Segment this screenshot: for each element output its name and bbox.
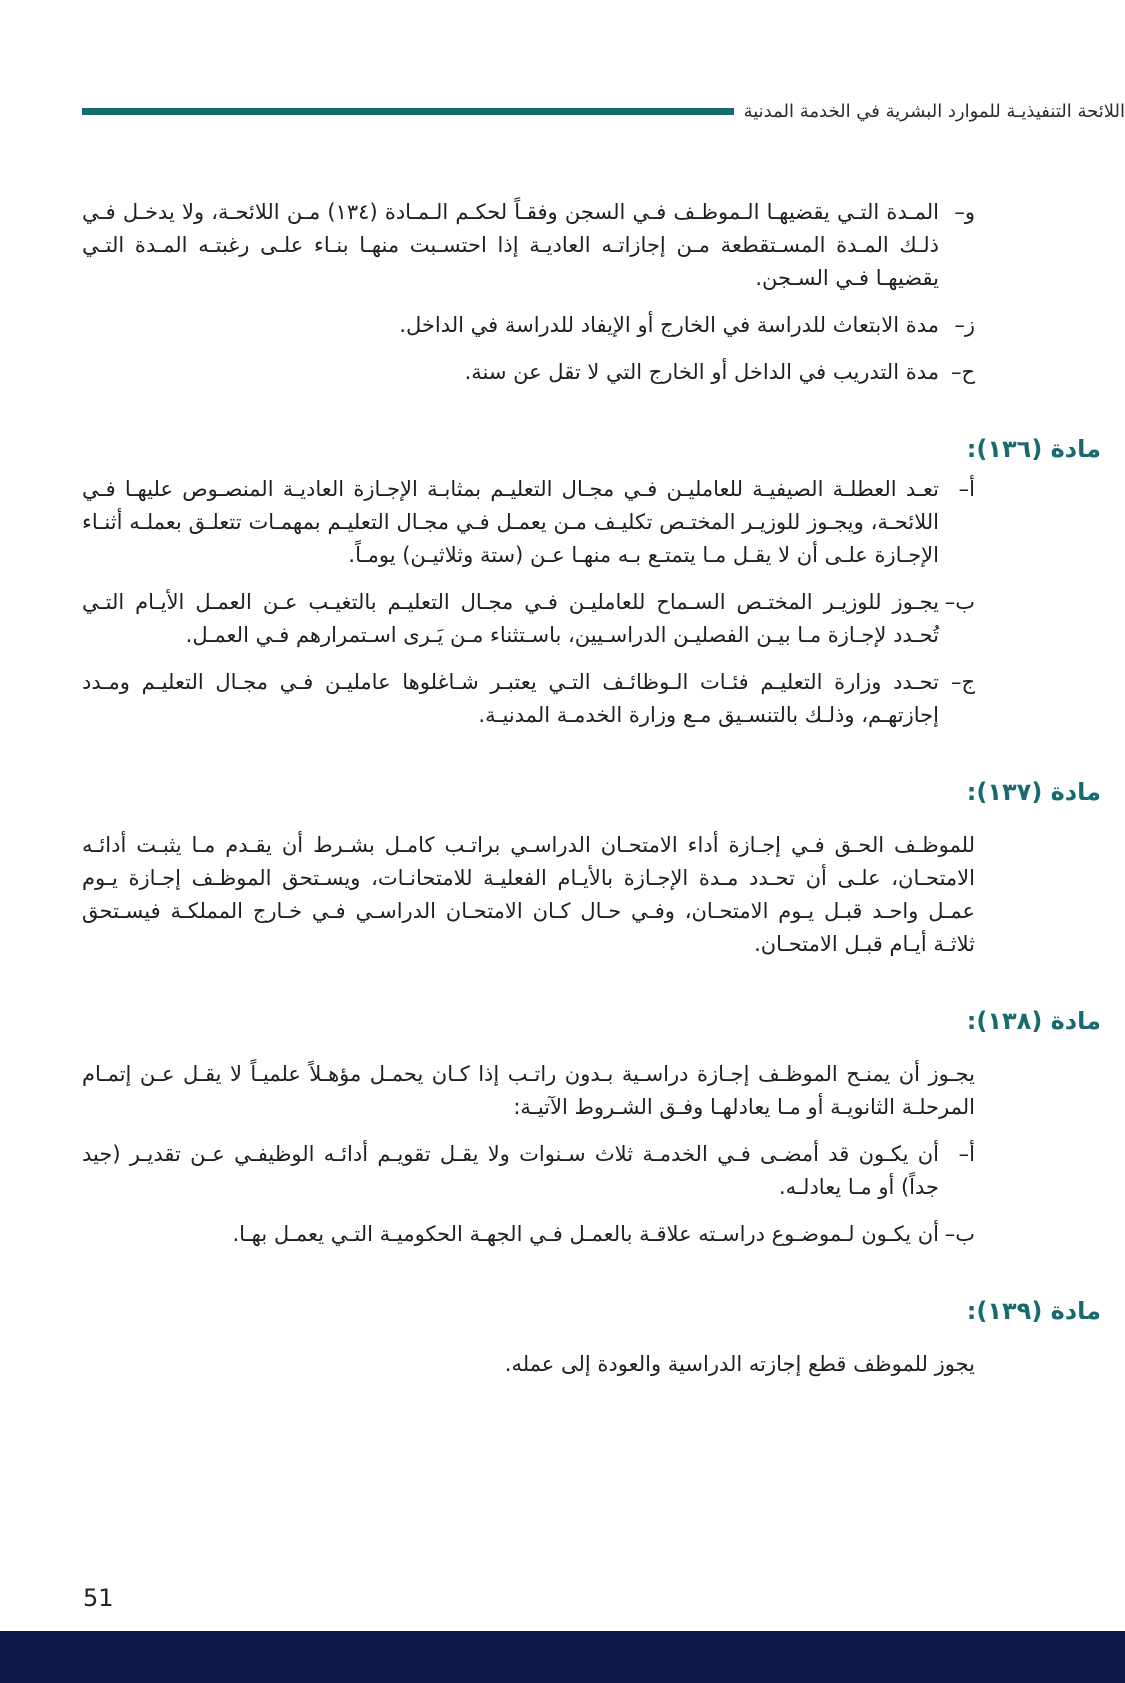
list-item-marker: ب– [944,1222,975,1246]
article-title: مادة (١٣٧): [966,778,1101,806]
article-paragraph: يجوز للموظف قطع إجازته الدراسية والعودة إلى عمله. [504,1352,975,1376]
article-137 [82,776,1101,961]
list-item [82,666,975,732]
article-paragraph: يجـوز أن يمنـح الموظـف إجـازة دراسـية بـدون راتـب إذا كـان يحمـل مؤهـلاً علميـاً لا يقـل عـن إتمـام المرحلـة الثانويـة أو مـا يعادلهـا وفـق الشـروط الآتيـة: [82,1062,975,1119]
list-item [82,356,975,389]
article-paragraph: للموظـف الحـق فـي إجـازة أداء الامتحـان الدراسـي براتـب كامـل بشـرط أن يقـدم مـا يثبـت أدائـه الامتحـان، علـى أن تحـدد مـدة الإجـازة بالأيـام الفعليـة للامتحانـات، ويسـتحق الموظـف إجـازة يـوم عمـل واحـد قبـل يـوم الامتحـان، وفـي حـال كـان الامتحـان الدراسـي فـي خـارج المملكـة فيسـتحق ثلاثـة أيـام قبـل الامتحـان. [82,833,975,956]
article-title: مادة (١٣٩): [966,1297,1101,1325]
list-item-text: مدة الابتعاث للدراسة في الخارج أو الإيفاد للدراسة في الداخل. [399,313,939,337]
article-title: مادة (١٣٦): [966,435,1101,463]
list-item-marker: ز– [954,313,975,337]
list-item-marker: و– [954,200,975,224]
list-item-text: أن يكـون قد أمضـى فـي الخدمـة ثلاث سـنوات ولا يقـل تقويـم أدائـه الوظيفـي عـن تقديـر (جيد جداً) أو مـا يعادلـه. [82,1142,939,1199]
list-item [82,586,975,652]
article-139 [82,1295,1101,1381]
header-rule [82,108,734,115]
list-item-text: تحـدد وزارة التعليـم فئـات الـوظائـف التـي يعتبـر شـاغلوها عامليـن فـي مجـال التعليـم ومـدد إجازتهـم، وذلـك بالتنسـيق مـع وزارة الخدمـة المدنيـة. [82,670,939,727]
list-item [82,309,975,342]
article-title: مادة (١٣٨): [966,1007,1101,1035]
list-item [82,473,975,572]
list-item-marker: أ– [958,1142,975,1166]
list-item-text: يجـوز للوزيـر المختـص السـماح للعامليـن فـي مجـال التعليـم بالتغيـب عـن العمـل الأيـام التـي تُحـدد لإجـازة مـا بيـن الفصليـن الدراسـيين، باسـتثناء مـن يَـرى اسـتمرارهم فـي العمـل. [82,590,939,647]
list-item-text: تعـد العطلـة الصيفيـة للعامليـن فـي مجـال التعليـم بمثابـة الإجـازة العاديـة المنصـوص عليهـا فـي اللائحـة، ويجـوز للوزيـر المختـص تكليـف مـن يعمـل فـي مجـال التعليـم بمهمـات تتعلـق بعملـه أثنـاء الإجـازة علـى أن لا يقـل مـا يتمتـع بـه منهـا عـن (ستة وثلاثيـن) يومـاً. [82,477,939,567]
list-item [82,196,975,295]
list-item-marker: ج– [950,670,975,694]
page-number: 51 [83,1584,114,1612]
article-138 [82,1005,1101,1251]
header-title: اللائحة التنفيذيـة للموارد البشرية في الخدمة المدنية [743,100,1125,122]
list-item [82,1218,975,1251]
list-item-text: مدة التدريب في الداخل أو الخارج التي لا تقل عن سنة. [464,360,939,384]
list-item-marker: أ– [958,477,975,501]
article-136 [82,433,1101,732]
footer-bar [0,1631,1125,1683]
document-body [82,196,1101,1395]
page-header [82,96,1125,126]
list-item [82,1138,975,1204]
list-item-marker: ب– [944,590,975,614]
list-item-marker: ح– [950,360,975,384]
list-item-text: أن يكـون لـموضـوع دراسـته علاقـة بالعمـل فـي الجهـة الحكوميـة التـي يعمـل بهـا. [232,1222,939,1246]
list-item-text: المـدة التـي يقضيهـا الـموظـف فـي السجن وفقـاً لحكـم الـمـادة (١٣٤) مـن اللائحـة، ولا يدخـل فـي ذلـك المـدة المسـتقطعة مـن إجازاتـه العاديـة إذا احتسـبت منهـا بنـاء علـى رغبتـه المـدة التـي يقضيهـا فـي السـجن. [82,200,939,290]
intro-list [82,196,975,389]
